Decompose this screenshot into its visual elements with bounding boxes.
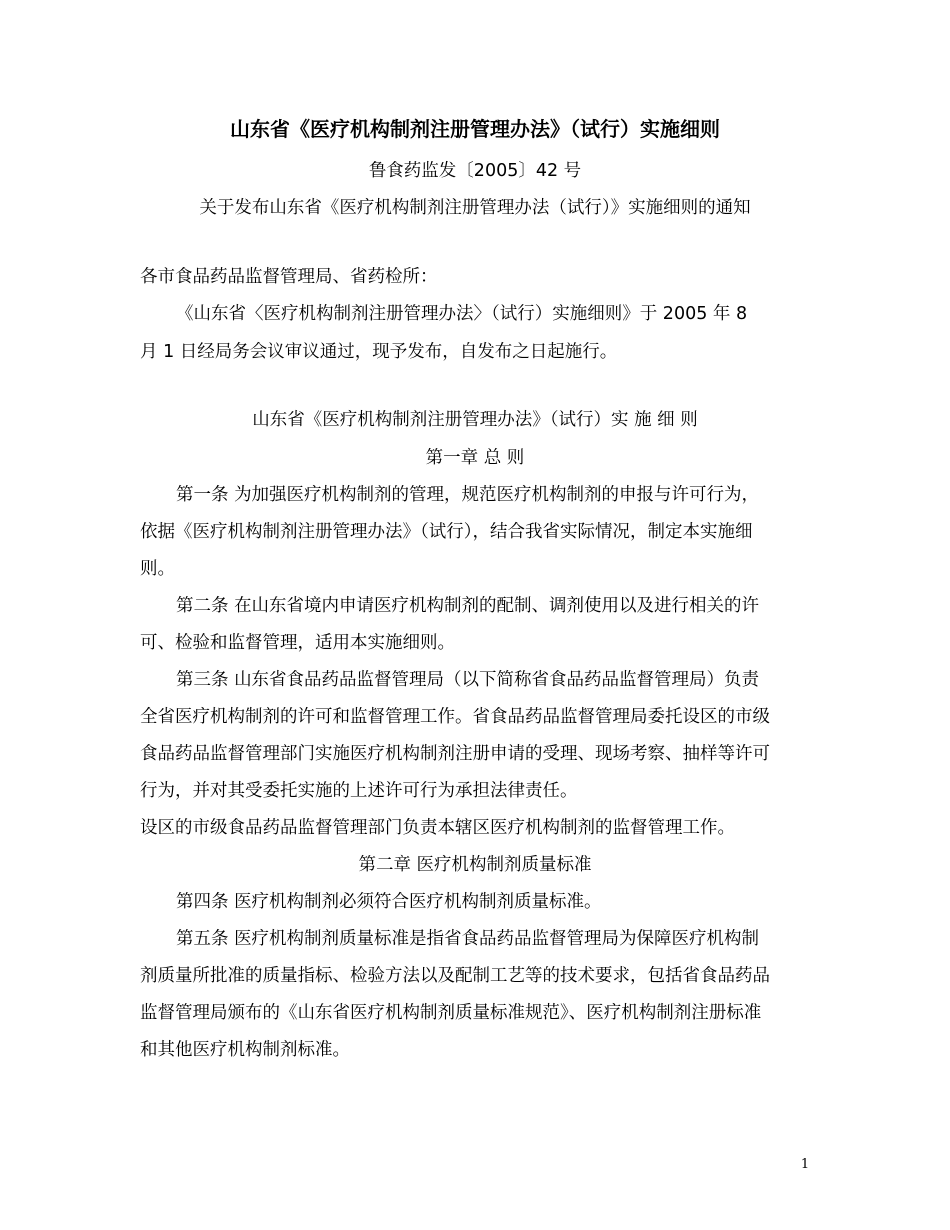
article-line: 食品药品监督管理部门实施医疗机构制剂注册申请的受理、现场考察、抽样等许可: [140, 744, 770, 764]
article-line: 则。: [140, 559, 175, 579]
article-line: 和其他医疗机构制剂标准。: [140, 1040, 350, 1060]
document-number: 鲁食药监发〔2005〕42 号: [368, 161, 582, 181]
intro-line: 月 1 日经局务会议审议通过，现予发布，自发布之日起施行。: [140, 342, 618, 362]
article-line: 依据《医疗机构制剂注册管理办法》（试行），结合我省实际情况，制定本实施细: [140, 522, 753, 542]
article-line: 可、检验和监督管理，适用本实施细则。: [140, 633, 455, 653]
article-line: 全省医疗机构制剂的许可和监督管理工作。省食品药品监督管理局委托设区的市级: [140, 707, 770, 727]
chapter-heading: 第一章 总 则: [425, 448, 525, 468]
article-line: 第四条 医疗机构制剂必须符合医疗机构制剂质量标准。: [176, 892, 602, 912]
article-line: 监督管理局颁布的《山东省医疗机构制剂质量标准规范》、医疗机构制剂注册标准: [140, 1003, 762, 1023]
article-line: 设区的市级食品药品监督管理部门负责本辖区医疗机构制剂的监督管理工作。: [140, 818, 735, 838]
intro-line: 《山东省〈医疗机构制剂注册管理办法〉（试行）实施细则》于 2005 年 8: [176, 304, 748, 324]
article-line: 第五条 医疗机构制剂质量标准是指省食品药品监督管理局为保障医疗机构制: [176, 929, 760, 949]
article-line: 剂质量所批准的质量指标、检验方法以及配制工艺等的技术要求，包括省食品药品: [140, 966, 770, 986]
article-line: 第二条 在山东省境内申请医疗机构制剂的配制、调剂使用以及进行相关的许: [176, 596, 760, 616]
notice-title: 关于发布山东省《医疗机构制剂注册管理办法（试行）》实施细则的通知: [199, 198, 751, 218]
rules-subtitle: 山东省《医疗机构制剂注册管理办法》（试行）实 施 细 则: [252, 410, 698, 430]
article-line: 行为，并对其受委托实施的上述许可行为承担法律责任。: [140, 781, 578, 801]
article-line: 第三条 山东省食品药品监督管理局（以下简称省食品药品监督管理局）负责: [176, 670, 760, 690]
article-line: 第一条 为加强医疗机构制剂的管理，规范医疗机构制剂的申报与许可行为，: [176, 485, 760, 505]
document-title: 山东省《医疗机构制剂注册管理办法》（试行）实施细则: [230, 117, 720, 141]
chapter-heading: 第二章 医疗机构制剂质量标准: [358, 855, 592, 875]
page-number: 1: [800, 1157, 810, 1172]
addressee: 各市食品药品监督管理局、省药检所：: [140, 267, 438, 287]
